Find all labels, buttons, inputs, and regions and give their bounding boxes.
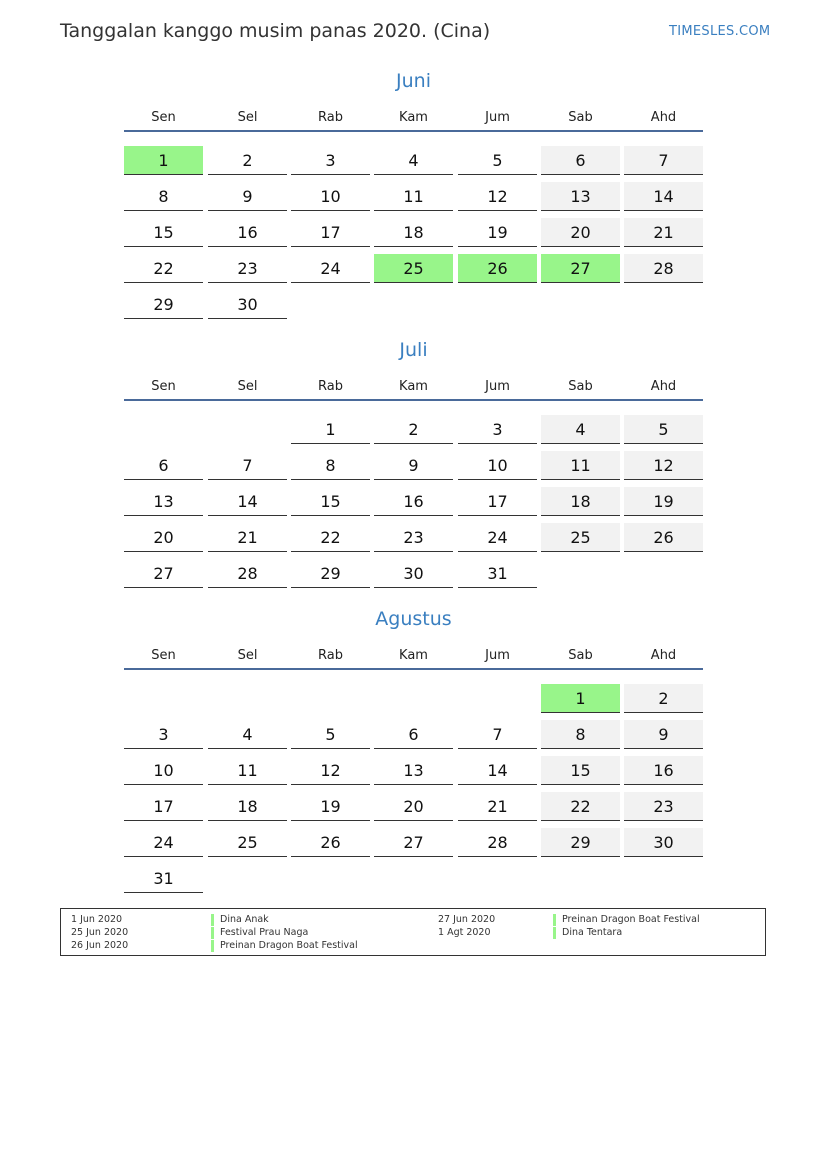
calendar-day[interactable]: 28 bbox=[458, 828, 537, 857]
weekday-header: Rab bbox=[318, 379, 343, 394]
calendar-day[interactable]: 26 bbox=[291, 828, 370, 857]
weekday-header: Sen bbox=[151, 648, 176, 663]
weekday-header: Rab bbox=[318, 648, 343, 663]
weekday-header: Ahd bbox=[650, 379, 677, 394]
calendar-day[interactable]: 19 bbox=[458, 218, 537, 247]
calendar-day[interactable]: 12 bbox=[458, 182, 537, 211]
page-title: Tanggalan kanggo musim panas 2020. (Cina) bbox=[60, 20, 491, 42]
calendar-day[interactable]: 3 bbox=[458, 415, 537, 444]
calendar-day[interactable]: 28 bbox=[208, 559, 287, 588]
calendar-day[interactable]: 8 bbox=[541, 720, 620, 749]
calendar-day[interactable]: 25 bbox=[541, 523, 620, 552]
calendar-day[interactable]: 23 bbox=[374, 523, 453, 552]
calendar-day[interactable]: 2 bbox=[624, 684, 703, 713]
calendar-day[interactable]: 12 bbox=[624, 451, 703, 480]
calendar-day[interactable]: 27 bbox=[541, 254, 620, 283]
calendar-day[interactable]: 25 bbox=[208, 828, 287, 857]
calendar-day[interactable]: 5 bbox=[624, 415, 703, 444]
calendar-day[interactable]: 8 bbox=[291, 451, 370, 480]
calendar-day[interactable]: 20 bbox=[374, 792, 453, 821]
calendar-day[interactable]: 14 bbox=[624, 182, 703, 211]
weekday-header: Sen bbox=[151, 379, 176, 394]
calendar-day[interactable]: 31 bbox=[458, 559, 537, 588]
calendar-day[interactable]: 21 bbox=[458, 792, 537, 821]
header-rule bbox=[124, 399, 703, 401]
calendar-day[interactable]: 4 bbox=[541, 415, 620, 444]
calendar-day[interactable]: 29 bbox=[291, 559, 370, 588]
legend-holiday-name: Dina Tentara bbox=[553, 927, 622, 939]
header-rule bbox=[124, 130, 703, 132]
calendar-day[interactable]: 18 bbox=[374, 218, 453, 247]
calendar-day[interactable]: 22 bbox=[124, 254, 203, 283]
calendar-day[interactable]: 31 bbox=[124, 864, 203, 893]
month-name: Juni bbox=[396, 70, 431, 92]
calendar-day[interactable]: 11 bbox=[374, 182, 453, 211]
calendar-day[interactable]: 15 bbox=[291, 487, 370, 516]
calendar-day[interactable]: 8 bbox=[124, 182, 203, 211]
calendar-day[interactable]: 6 bbox=[374, 720, 453, 749]
calendar-day[interactable]: 25 bbox=[374, 254, 453, 283]
weekday-header: Sel bbox=[237, 110, 258, 125]
weekday-header: Jum bbox=[485, 110, 510, 125]
calendar-day[interactable]: 2 bbox=[208, 146, 287, 175]
weekday-header: Kam bbox=[399, 648, 428, 663]
calendar-day[interactable]: 23 bbox=[208, 254, 287, 283]
calendar-day[interactable]: 9 bbox=[374, 451, 453, 480]
calendar-day[interactable]: 2 bbox=[374, 415, 453, 444]
calendar-day[interactable]: 26 bbox=[458, 254, 537, 283]
calendar-day[interactable]: 1 bbox=[124, 146, 203, 175]
calendar-day[interactable]: 6 bbox=[541, 146, 620, 175]
weekday-header: Sab bbox=[568, 379, 593, 394]
calendar-day[interactable]: 5 bbox=[458, 146, 537, 175]
calendar-day[interactable]: 15 bbox=[541, 756, 620, 785]
weekday-header: Sel bbox=[237, 648, 258, 663]
calendar-day[interactable]: 27 bbox=[124, 559, 203, 588]
calendar-day[interactable]: 21 bbox=[624, 218, 703, 247]
legend-holiday-name: Dina Anak bbox=[211, 914, 269, 926]
calendar-day[interactable]: 9 bbox=[624, 720, 703, 749]
weekday-header: Kam bbox=[399, 379, 428, 394]
calendar-day[interactable]: 4 bbox=[208, 720, 287, 749]
calendar-day[interactable]: 13 bbox=[374, 756, 453, 785]
weekday-header: Jum bbox=[485, 648, 510, 663]
weekday-header: Sen bbox=[151, 110, 176, 125]
legend-holiday-name: Preinan Dragon Boat Festival bbox=[553, 914, 700, 926]
weekday-header: Kam bbox=[399, 110, 428, 125]
calendar-day[interactable]: 11 bbox=[541, 451, 620, 480]
calendar-day[interactable]: 28 bbox=[624, 254, 703, 283]
calendar-day[interactable]: 3 bbox=[124, 720, 203, 749]
calendar-day[interactable]: 5 bbox=[291, 720, 370, 749]
calendar-day[interactable]: 20 bbox=[124, 523, 203, 552]
month-name: Agustus bbox=[375, 608, 452, 630]
calendar-day[interactable]: 27 bbox=[374, 828, 453, 857]
weekday-header: Jum bbox=[485, 379, 510, 394]
legend-date: 26 Jun 2020 bbox=[71, 940, 129, 951]
month-name: Juli bbox=[399, 339, 428, 361]
calendar-day[interactable]: 18 bbox=[208, 792, 287, 821]
calendar-day[interactable]: 20 bbox=[541, 218, 620, 247]
calendar-day[interactable]: 19 bbox=[291, 792, 370, 821]
calendar-day[interactable]: 7 bbox=[458, 720, 537, 749]
brand-link[interactable]: TIMESLES.COM bbox=[669, 24, 771, 39]
calendar-day[interactable]: 10 bbox=[291, 182, 370, 211]
calendar-day[interactable]: 21 bbox=[208, 523, 287, 552]
legend-date: 1 Jun 2020 bbox=[71, 914, 123, 925]
calendar-day[interactable]: 10 bbox=[458, 451, 537, 480]
calendar-day[interactable]: 17 bbox=[124, 792, 203, 821]
calendar-day[interactable]: 23 bbox=[624, 792, 703, 821]
calendar-day[interactable]: 1 bbox=[541, 684, 620, 713]
calendar-day[interactable]: 3 bbox=[291, 146, 370, 175]
calendar-day[interactable]: 16 bbox=[208, 218, 287, 247]
calendar-day[interactable]: 12 bbox=[291, 756, 370, 785]
calendar-day[interactable]: 13 bbox=[541, 182, 620, 211]
legend-holiday-name: Festival Prau Naga bbox=[211, 927, 308, 939]
legend-holiday-name: Preinan Dragon Boat Festival bbox=[211, 940, 358, 952]
calendar-day[interactable]: 29 bbox=[541, 828, 620, 857]
legend-date: 25 Jun 2020 bbox=[71, 927, 129, 938]
calendar-day[interactable]: 1 bbox=[291, 415, 370, 444]
calendar-day[interactable]: 14 bbox=[208, 487, 287, 516]
calendar-day[interactable]: 7 bbox=[208, 451, 287, 480]
weekday-header: Ahd bbox=[650, 110, 677, 125]
weekday-header: Rab bbox=[318, 110, 343, 125]
calendar-day[interactable]: 6 bbox=[124, 451, 203, 480]
calendar-day[interactable]: 17 bbox=[458, 487, 537, 516]
calendar-day[interactable]: 29 bbox=[124, 290, 203, 319]
calendar-day[interactable]: 16 bbox=[374, 487, 453, 516]
calendar-day[interactable]: 26 bbox=[624, 523, 703, 552]
calendar-day[interactable]: 24 bbox=[124, 828, 203, 857]
calendar-day[interactable]: 10 bbox=[124, 756, 203, 785]
header-rule bbox=[124, 668, 703, 670]
calendar-day[interactable]: 30 bbox=[374, 559, 453, 588]
calendar-day[interactable]: 24 bbox=[458, 523, 537, 552]
calendar-day[interactable]: 30 bbox=[208, 290, 287, 319]
weekday-header: Sab bbox=[568, 110, 593, 125]
calendar-day[interactable]: 24 bbox=[291, 254, 370, 283]
legend-date: 27 Jun 2020 bbox=[438, 914, 496, 925]
calendar-day[interactable]: 30 bbox=[624, 828, 703, 857]
weekday-header: Ahd bbox=[650, 648, 677, 663]
calendar-day[interactable]: 22 bbox=[291, 523, 370, 552]
calendar-day[interactable]: 9 bbox=[208, 182, 287, 211]
holiday-legend bbox=[60, 908, 766, 956]
calendar-day[interactable]: 13 bbox=[124, 487, 203, 516]
calendar-day[interactable]: 17 bbox=[291, 218, 370, 247]
legend-date: 1 Agt 2020 bbox=[438, 927, 491, 938]
calendar-day[interactable]: 11 bbox=[208, 756, 287, 785]
calendar-day[interactable]: 19 bbox=[624, 487, 703, 516]
calendar-day[interactable]: 16 bbox=[624, 756, 703, 785]
calendar-day[interactable]: 18 bbox=[541, 487, 620, 516]
calendar-day[interactable]: 7 bbox=[624, 146, 703, 175]
calendar-day[interactable]: 4 bbox=[374, 146, 453, 175]
calendar-day[interactable]: 15 bbox=[124, 218, 203, 247]
calendar-day[interactable]: 22 bbox=[541, 792, 620, 821]
calendar-day[interactable]: 14 bbox=[458, 756, 537, 785]
weekday-header: Sel bbox=[237, 379, 258, 394]
weekday-header: Sab bbox=[568, 648, 593, 663]
